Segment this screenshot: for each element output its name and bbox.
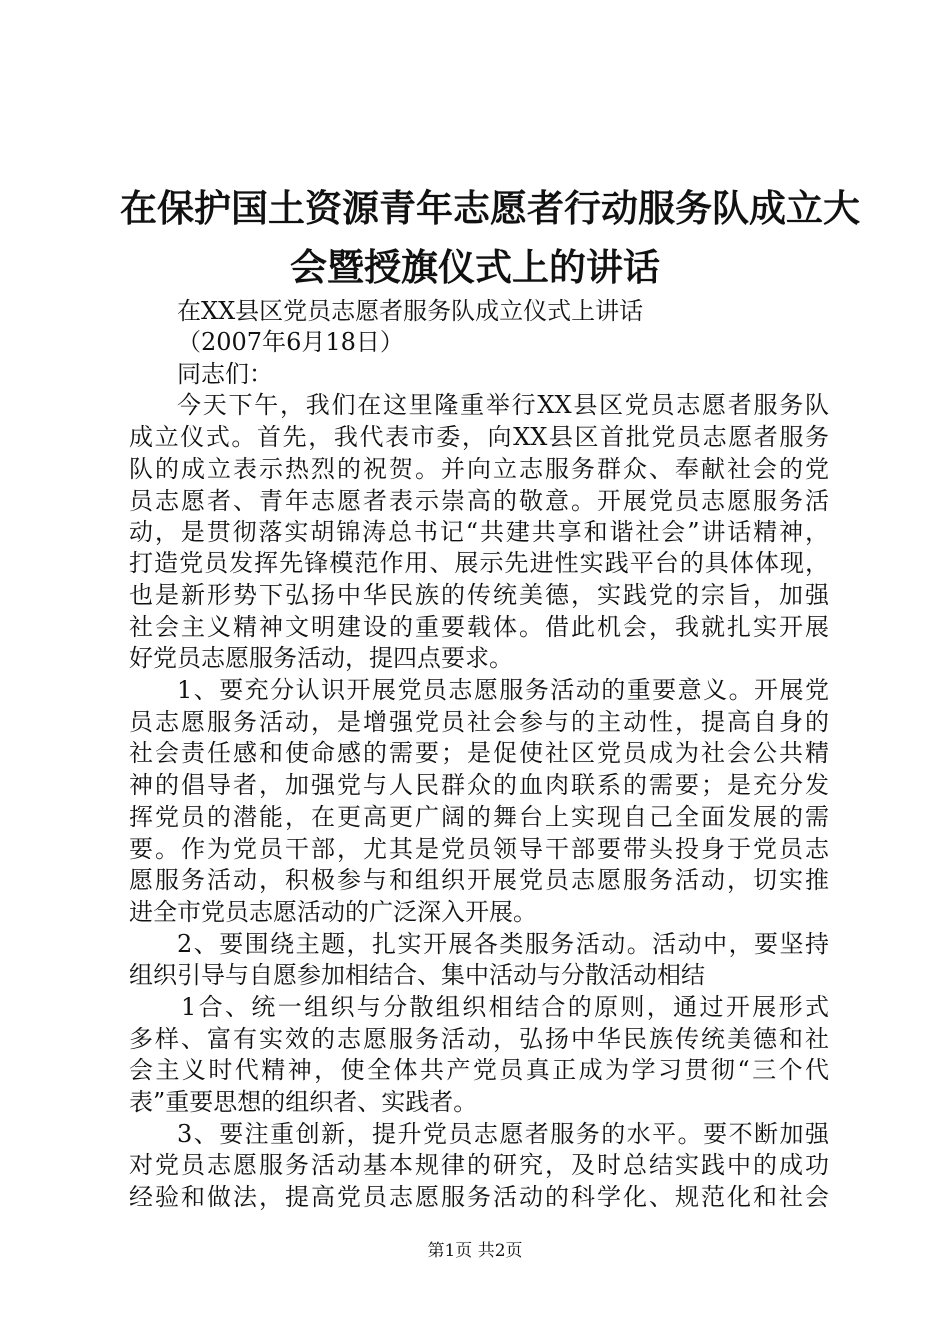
paragraph-line: 员志愿者、青年志愿者表示崇高的敬意。开展党员志愿服务活 [129,487,829,515]
paragraph-line: 组织引导与自愿参加相结合、集中活动与分散活动相结 [129,961,705,989]
paragraph-line: 要。作为党员干部，尤其是党员领导干部要带头投身于党员志 [129,835,829,863]
paragraph-line: 2、要围绕主题，扎实开展各类服务活动。活动中，要坚持 [177,930,829,958]
paragraph-line: 1、要充分认识开展党员志愿服务活动的重要意义。开展党 [177,676,829,704]
paragraph-line: 进全市党员志愿活动的广泛深入开展。 [129,898,537,926]
paragraph-line: 多样、富有实效的志愿服务活动，弘扬中华民族传统美德和社 [129,1025,829,1053]
salutation: 同志们： [177,360,273,388]
speech-date: （2007年6月18日） [177,328,404,356]
paragraph-line: 也是新形势下弘扬中华民族的传统美德，实践党的宗旨，加强 [129,581,829,609]
paragraph-line: 打造党员发挥先锋模范作用、展示先进性实践平台的具体体现， [129,549,829,577]
paragraph-line: 队的成立表示热烈的祝贺。并向立志服务群众、奉献社会的党 [129,455,829,483]
paragraph-line: 挥党员的潜能，在更高更广阔的舞台上实现自己全面发展的需 [129,803,829,831]
document-title-line-1: 在保护国土资源青年志愿者行动服务队成立大 [120,187,860,230]
paragraph-line: 3、要注重创新，提升党员志愿者服务的水平。要不断加强 [177,1120,829,1148]
page-number-footer: 第1页 共2页 [427,1241,523,1261]
paragraph-line: 神的倡导者，加强党与人民群众的血肉联系的需要；是充分发 [129,771,829,799]
paragraph-line: 对党员志愿服务活动基本规律的研究，及时总结实践中的成功 [129,1151,829,1179]
paragraph-line: 动，是贯彻落实胡锦涛总书记“共建共享和谐社会”讲话精神， [129,518,829,546]
paragraph-line: 员志愿服务活动，是增强党员社会参与的主动性，提高自身的 [129,708,829,736]
paragraph-line: 1合、统一组织与分散组织相结合的原则，通过开展形式 [181,993,829,1021]
paragraph-line: 经验和做法，提高党员志愿服务活动的科学化、规范化和社会 [129,1183,829,1211]
speech-heading: 在XX县区党员志愿者服务队成立仪式上讲话 [177,297,644,325]
paragraph-line: 会主义时代精神，使全体共产党员真正成为学习贯彻“三个代 [129,1056,829,1084]
paragraph-line: 今天下午，我们在这里隆重举行XX县区党员志愿者服务队 [177,391,829,419]
document-title-line-2: 会暨授旗仪式上的讲话 [290,246,660,289]
paragraph-line: 表”重要思想的组织者、实践者。 [129,1088,478,1116]
paragraph-line: 好党员志愿服务活动，提四点要求。 [129,644,513,672]
paragraph-line: 愿服务活动，积极参与和组织开展党员志愿服务活动，切实推 [129,866,829,894]
paragraph-line: 社会主义精神文明建设的重要载体。借此机会，我就扎实开展 [129,613,829,641]
paragraph-line: 社会责任感和使命感的需要；是促使社区党员成为社会公共精 [129,739,829,767]
paragraph-line: 成立仪式。首先，我代表市委，向XX县区首批党员志愿者服务 [129,423,829,451]
